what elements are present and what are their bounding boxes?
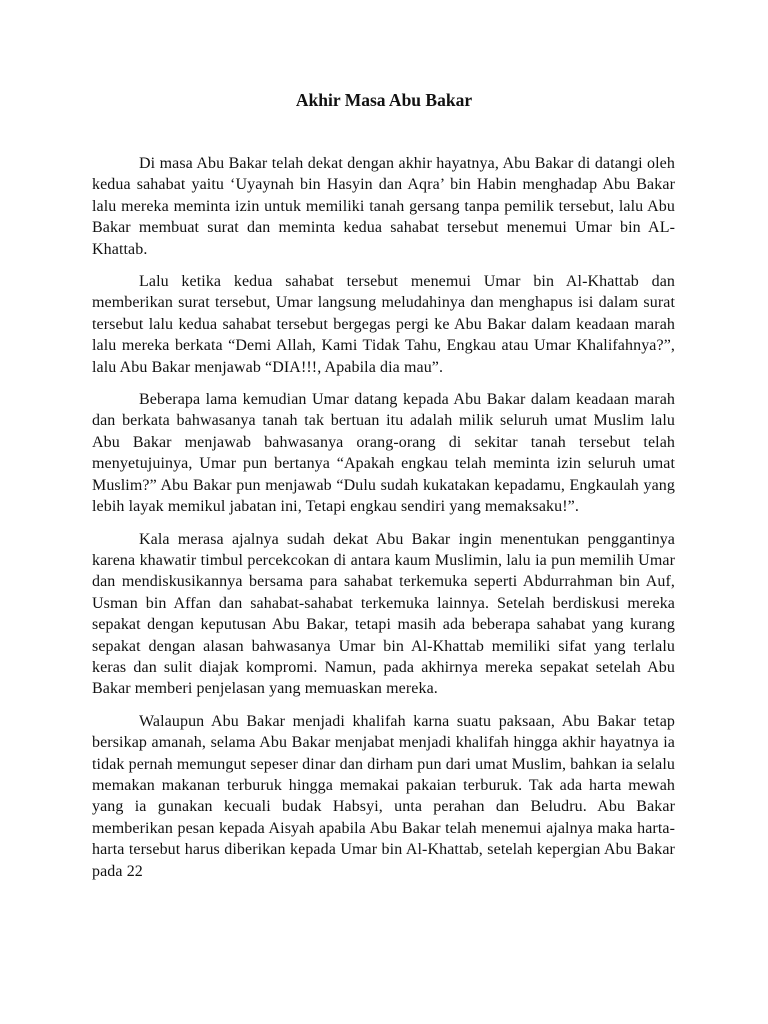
document-title: Akhir Masa Abu Bakar (295, 90, 473, 110)
paragraph-3: Beberapa lama kemudian Umar datang kepada Abu Bakar dalam keadaan marah dan berkata bahwasanya tanah tak bertuan itu adalah milik seluruh umat Muslim lalu Abu Bakar menjawab bahwasanya orang-orang di sekitar tanah tersebut telah menyetujuinya, Umar pun bertanya “Apakah engkau telah meminta izin seluruh umat Muslim?” Abu Bakar pun menjawab “Dulu sudah kukatakan kepadamu, Engkaulah yang lebih layak memikul jabatan ini, Tetapi engkau sendiri yang memaksaku!”. (92, 391, 675, 516)
paragraph-2: Lalu ketika kedua sahabat tersebut menemui Umar bin Al-Khattab dan memberikan surat tersebut, Umar langsung meludahinya dan menghapus isi dalam surat tersebut lalu kedua sahabat tersebut bergegas pergi ke Abu Bakar dalam keadaan marah lalu mereka berkata “Demi Allah, Kami Tidak Tahu, Engkau atau Umar Khalifahnya?”, lalu Abu Bakar menjawab “DIA!!!, Apabila dia mau”. (92, 273, 675, 376)
paragraph-1: Di masa Abu Bakar telah dekat dengan akhir hayatnya, Abu Bakar di datangi oleh kedua sahabat yaitu ‘Uyaynah bin Hasyin dan Aqra’ bin Habin menghadap Abu Bakar lalu mereka meminta izin untuk memiliki tanah gersang tanpa pemilik tersebut, lalu Abu Bakar membuat surat dan meminta kedua sahabat tersebut menemui Umar bin AL-Khattab. (92, 155, 675, 258)
paragraph-4: Kala merasa ajalnya sudah dekat Abu Bakar ingin menentukan penggantinya karena khawatir timbul percekcokan di antara kaum Muslimin, lalu ia pun memilih Umar dan mendiskusikannya bersama para sahabat terkemuka seperti Abdurrahman bin Auf, Usman bin Affan dan sahabat-sahabat terkemuka lainnya. Setelah berdiskusi mereka sepakat dengan keputusan Abu Bakar, tetapi masih ada beberapa sahabat yang kurang sepakat dengan alasan bahwasanya Umar bin Al-Khattab memiliki sifat yang terlalu keras dan sulit diajak kompromi. Namun, pada akhirnya mereka sepakat setelah Abu Bakar memberi penjelasan yang memuaskan mereka. (92, 530, 675, 698)
document-body (92, 153, 675, 893)
paragraph-5: Walaupun Abu Bakar menjadi khalifah karna suatu paksaan, Abu Bakar tetap bersikap amanah, selama Abu Bakar menjabat menjadi khalifah hingga akhir hayatnya ia tidak pernah memungut sepeser dinar dan dirham pun dari umat Muslim, bahkan ia selalu memakan makanan terburuk hingga memakai pakaian terburuk. Tak ada harta mewah yang ia gunakan kecuali budak Habsyi, unta perahan dan Beludru. Abu Bakar memberikan pesan kepada Aisyah apabila Abu Bakar telah menemui ajalnya maka harta-harta tersebut harus diberikan kepada Umar bin Al-Khattab, setelah kepergian Abu Bakar pada 22 (92, 712, 675, 880)
